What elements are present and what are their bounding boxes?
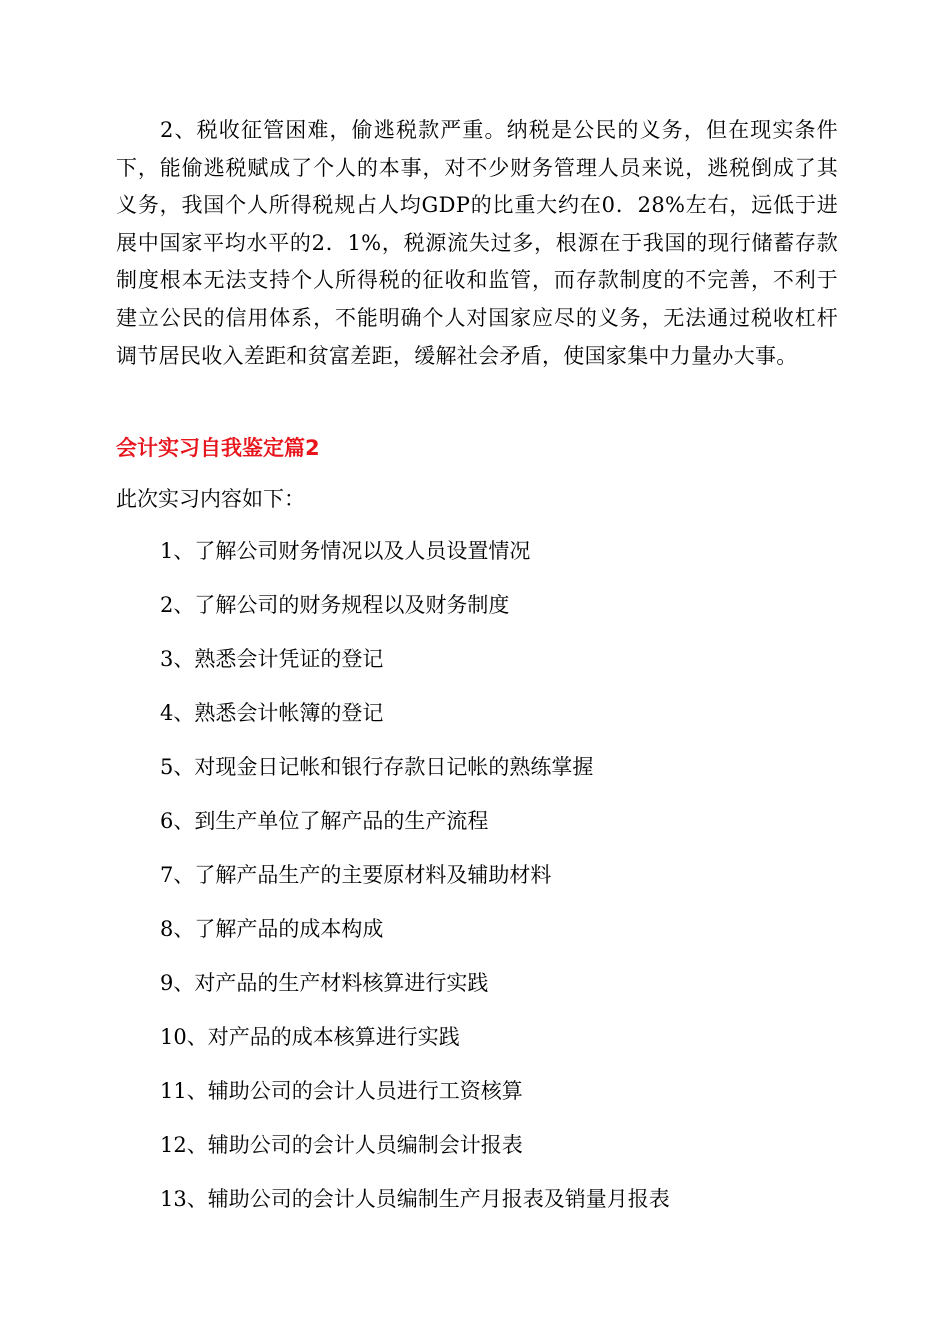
list-item: 12、辅助公司的会计人员编制会计报表 <box>160 1133 523 1157</box>
list-item: 3、熟悉会计凭证的登记 <box>160 647 384 671</box>
list-item: 7、了解产品生产的主要原材料及辅助材料 <box>160 863 552 887</box>
list-item: 9、对产品的生产材料核算进行实践 <box>160 971 489 995</box>
list-item: 6、到生产单位了解产品的生产流程 <box>160 809 489 833</box>
internship-content-list <box>160 538 670 1240</box>
intro-text: 此次实习内容如下： <box>116 487 305 511</box>
list-item: 13、辅助公司的会计人员编制生产月报表及销量月报表 <box>160 1187 670 1211</box>
list-item: 8、了解产品的成本构成 <box>160 917 384 941</box>
list-item: 5、对现金日记帐和银行存款日记帐的熟练掌握 <box>160 755 594 779</box>
list-item: 2、了解公司的财务规程以及财务制度 <box>160 593 510 617</box>
list-item: 4、熟悉会计帐簿的登记 <box>160 701 384 725</box>
list-item: 11、辅助公司的会计人员进行工资核算 <box>160 1079 523 1103</box>
section-heading: 会计实习自我鉴定篇2 <box>116 436 320 460</box>
body-paragraph: 2、税收征管困难，偷逃税款严重。纳税是公民的义务，但在现实条件下，能偷逃税赋成了个人的本事，对不少财务管理人员来说，逃税倒成了其义务，我国个人所得税规占人均GDP的比重大约在0．28%左右，远低于进展中国家平均水平的2．1%，税源流失过多，根源在于我国的现行储蓄存款制度根本无法支持个人所得税的征收和监管，而存款制度的不完善，不利于建立公民的信用体系，不能明确个人对国家应尽的义务，无法通过税收杠杆调节居民收入差距和贫富差距，缓解社会矛盾，使国家集中力量办大事。 <box>116 118 838 368</box>
list-item: 10、对产品的成本核算进行实践 <box>160 1025 460 1049</box>
list-item: 1、了解公司财务情况以及人员设置情况 <box>160 539 531 563</box>
